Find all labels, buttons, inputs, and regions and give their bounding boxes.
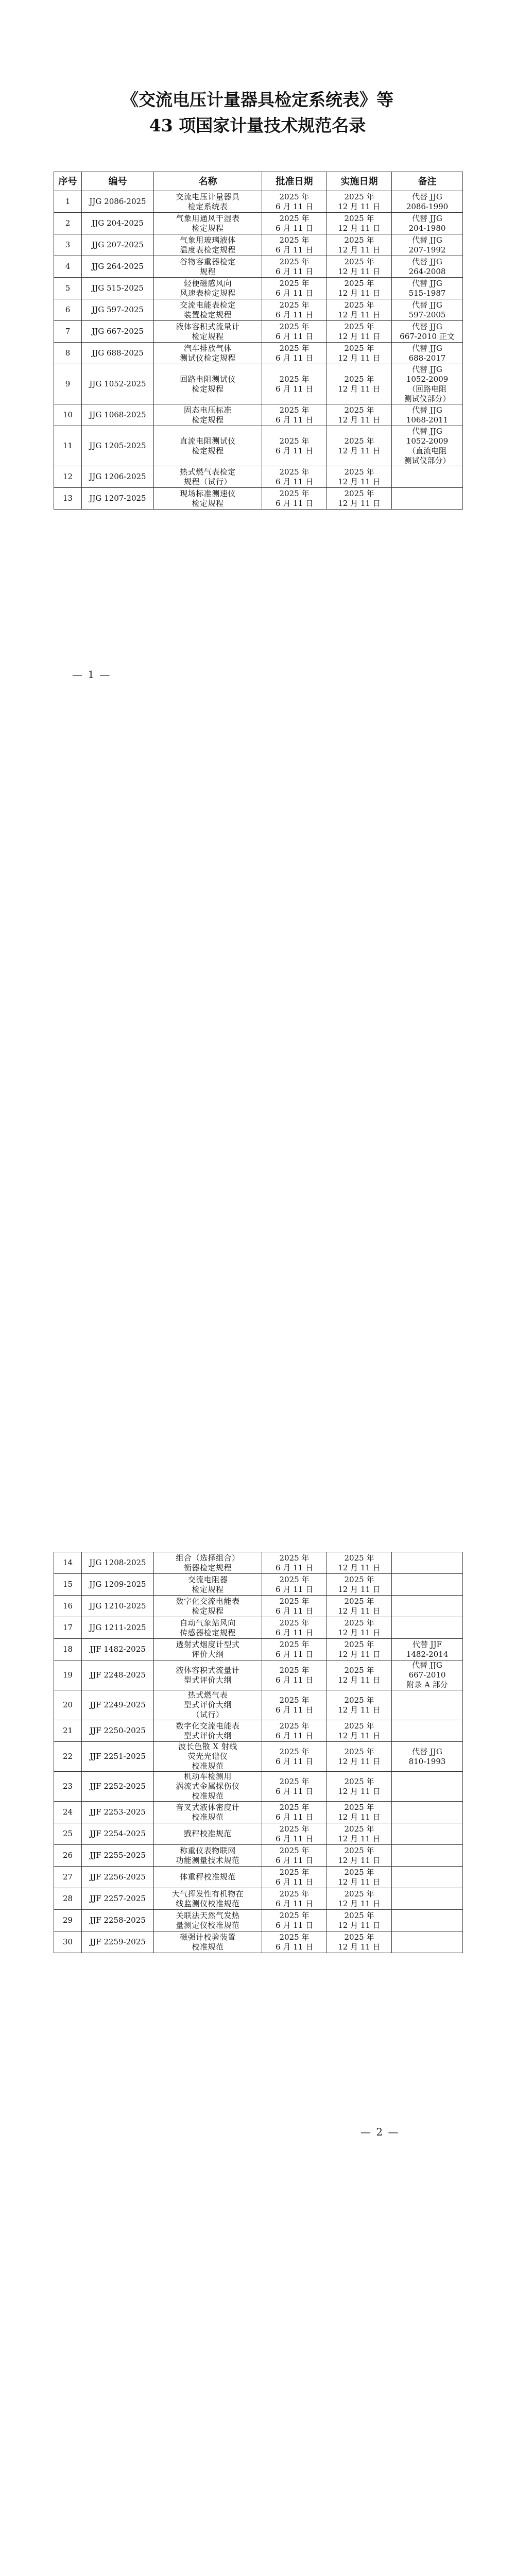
cell-name: 交流电阻器 检定规程 <box>154 1574 262 1596</box>
cell-approve-date: 2025 年 6 月 11 日 <box>262 278 327 299</box>
cell-code: JJG 1209-2025 <box>82 1574 154 1596</box>
cell-remark <box>392 466 463 488</box>
cell-code: JJG 264-2025 <box>82 256 154 278</box>
cell-name: 液体容积式流量计 型式评价大纲 <box>154 1660 262 1690</box>
cell-name: 现场标准测速仪 检定规程 <box>154 488 262 510</box>
cell-remark: 代替 JJG 688-2017 <box>392 343 463 364</box>
cell-code: JJF 2258-2025 <box>82 1910 154 1931</box>
cell-name: 磁强计校验装置 校准规范 <box>154 1931 262 1953</box>
cell-code: JJG 597-2025 <box>82 299 154 321</box>
cell-code: JJG 1207-2025 <box>82 488 154 510</box>
cell-effective-date: 2025 年 12 月 11 日 <box>327 213 392 234</box>
cell-seq: 3 <box>54 234 82 256</box>
cell-effective-date: 2025 年 12 月 11 日 <box>327 1552 392 1574</box>
cell-name: 机动车检测用 涡流式金属探伤仪 校准规范 <box>154 1772 262 1802</box>
cell-seq: 9 <box>54 364 82 404</box>
page-3 <box>0 1457 515 2185</box>
table-row <box>54 213 463 234</box>
cell-seq: 1 <box>54 191 82 213</box>
cell-approve-date: 2025 年 6 月 11 日 <box>262 299 327 321</box>
page-2 <box>0 728 515 2138</box>
page-1 <box>0 0 515 728</box>
cell-approve-date: 2025 年 6 月 11 日 <box>262 404 327 426</box>
cell-remark: 代替 JJG 264-2008 <box>392 256 463 278</box>
cell-code: JJG 1068-2025 <box>82 404 154 426</box>
cell-seq: 17 <box>54 1617 82 1639</box>
cell-approve-date: 2025 年 6 月 11 日 <box>262 1823 327 1845</box>
cell-name: 交流电压计量器具 检定系统表 <box>154 191 262 213</box>
header-seq: 序号 <box>54 172 82 191</box>
cell-code: JJG 1210-2025 <box>82 1596 154 1617</box>
cell-name: 轻便磁感风向 风速表检定规程 <box>154 278 262 299</box>
cell-approve-date: 2025 年 6 月 11 日 <box>262 1639 327 1660</box>
cell-effective-date: 2025 年 12 月 11 日 <box>327 1823 392 1845</box>
cell-name: 透射式烟度计型式 评价大纲 <box>154 1639 262 1660</box>
cell-approve-date: 2025 年 6 月 11 日 <box>262 1660 327 1690</box>
cell-effective-date: 2025 年 12 月 11 日 <box>327 1931 392 1953</box>
cell-code: JJG 1205-2025 <box>82 426 154 466</box>
cell-remark: 代替 JJG 515-1987 <box>392 278 463 299</box>
cell-approve-date: 2025 年 6 月 11 日 <box>262 321 327 343</box>
cell-seq: 24 <box>54 1802 82 1823</box>
cell-remark: 代替 JJG 207-1992 <box>392 234 463 256</box>
cell-approve-date: 2025 年 6 月 11 日 <box>262 1910 327 1931</box>
cell-effective-date: 2025 年 12 月 11 日 <box>327 426 392 466</box>
cell-name: 自动气象站风向 传感器检定规程 <box>154 1617 262 1639</box>
cell-name: 波长色散 X 射线 荧光光谱仪 校准规范 <box>154 1742 262 1772</box>
cell-approve-date: 2025 年 6 月 11 日 <box>262 343 327 364</box>
cell-seq: 29 <box>54 1910 82 1931</box>
cell-name: 热式燃气表检定 规程（试行） <box>154 466 262 488</box>
cell-name: 戥秤校准规范 <box>154 1823 262 1845</box>
cell-approve-date: 2025 年 6 月 11 日 <box>262 1888 327 1910</box>
cell-name: 谷物容重器检定 规程 <box>154 256 262 278</box>
cell-seq: 10 <box>54 404 82 426</box>
cell-code: JJF 2250-2025 <box>82 1720 154 1742</box>
cell-approve-date: 2025 年 6 月 11 日 <box>262 213 327 234</box>
cell-code: JJF 2259-2025 <box>82 1931 154 1953</box>
cell-code: JJG 1208-2025 <box>82 1552 154 1574</box>
cell-remark: 代替 JJG 597-2005 <box>392 299 463 321</box>
cell-name: 气象用玻璃液体 温度表检定规程 <box>154 234 262 256</box>
cell-code: JJF 2248-2025 <box>82 1660 154 1690</box>
table-row <box>54 404 463 426</box>
cell-effective-date: 2025 年 12 月 11 日 <box>327 191 392 213</box>
cell-remark <box>392 488 463 510</box>
cell-approve-date: 2025 年 6 月 11 日 <box>262 1617 327 1639</box>
cell-code: JJF 2254-2025 <box>82 1823 154 1845</box>
cell-name: 交流电能表检定 装置检定规程 <box>154 299 262 321</box>
cell-seq: 7 <box>54 321 82 343</box>
table-row <box>54 278 463 299</box>
cell-effective-date: 2025 年 12 月 11 日 <box>327 1720 392 1742</box>
cell-effective-date: 2025 年 12 月 11 日 <box>327 1742 392 1772</box>
cell-name: 关联法天然气发热 量测定仪校准规范 <box>154 1910 262 1931</box>
cell-seq: 18 <box>54 1639 82 1660</box>
cell-remark: 代替 JJG 1052-2009 （回路电阻 测试仪部分） <box>392 364 463 404</box>
cell-approve-date: 2025 年 6 月 11 日 <box>262 488 327 510</box>
page-number: — 2 — <box>360 2126 400 2138</box>
cell-name: 固态电压标准 检定规程 <box>154 404 262 426</box>
table-header-row <box>54 172 463 191</box>
cell-code: JJG 1206-2025 <box>82 466 154 488</box>
cell-approve-date: 2025 年 6 月 11 日 <box>262 1867 327 1888</box>
cell-code: JJG 1211-2025 <box>82 1617 154 1639</box>
cell-approve-date: 2025 年 6 月 11 日 <box>262 234 327 256</box>
cell-seq: 5 <box>54 278 82 299</box>
cell-code: JJG 207-2025 <box>82 234 154 256</box>
cell-approve-date: 2025 年 6 月 11 日 <box>262 1690 327 1720</box>
cell-code: JJF 2253-2025 <box>82 1802 154 1823</box>
cell-code: JJG 667-2025 <box>82 321 154 343</box>
cell-seq: 15 <box>54 1574 82 1596</box>
table-row <box>54 256 463 278</box>
cell-remark: 代替 JJG 667-2010 正文 <box>392 321 463 343</box>
cell-approve-date: 2025 年 6 月 11 日 <box>262 1845 327 1867</box>
cell-approve-date: 2025 年 6 月 11 日 <box>262 191 327 213</box>
cell-effective-date: 2025 年 12 月 11 日 <box>327 488 392 510</box>
table-row <box>54 191 463 213</box>
cell-effective-date: 2025 年 12 月 11 日 <box>327 343 392 364</box>
cell-approve-date: 2025 年 6 月 11 日 <box>262 1742 327 1772</box>
cell-seq: 8 <box>54 343 82 364</box>
cell-approve-date: 2025 年 6 月 11 日 <box>262 1720 327 1742</box>
cell-name: 数字化交流电能表 型式评价大纲 <box>154 1720 262 1742</box>
cell-effective-date: 2025 年 12 月 11 日 <box>327 1617 392 1639</box>
cell-remark: 代替 JJG 2086-1990 <box>392 191 463 213</box>
cell-name: 体重秤校准规范 <box>154 1867 262 1888</box>
cell-effective-date: 2025 年 12 月 11 日 <box>327 364 392 404</box>
cell-effective-date: 2025 年 12 月 11 日 <box>327 321 392 343</box>
cell-remark: 代替 JJF 1482-2014 <box>392 1639 463 1660</box>
cell-effective-date: 2025 年 12 月 11 日 <box>327 404 392 426</box>
cell-approve-date: 2025 年 6 月 11 日 <box>262 426 327 466</box>
header-effective-date: 实施日期 <box>327 172 392 191</box>
table-row <box>54 234 463 256</box>
cell-seq: 25 <box>54 1823 82 1845</box>
table-row <box>54 364 463 404</box>
cell-approve-date: 2025 年 6 月 11 日 <box>262 1596 327 1617</box>
cell-approve-date: 2025 年 6 月 11 日 <box>262 1772 327 1802</box>
cell-seq: 14 <box>54 1552 82 1574</box>
cell-name: 数字化交流电能表 检定规程 <box>154 1596 262 1617</box>
table-row <box>54 299 463 321</box>
cell-approve-date: 2025 年 6 月 11 日 <box>262 256 327 278</box>
header-approve-date: 批准日期 <box>262 172 327 191</box>
cell-effective-date: 2025 年 12 月 11 日 <box>327 278 392 299</box>
cell-effective-date: 2025 年 12 月 11 日 <box>327 1690 392 1720</box>
cell-seq: 13 <box>54 488 82 510</box>
cell-effective-date: 2025 年 12 月 11 日 <box>327 256 392 278</box>
cell-remark: 代替 JJG 667-2010 附录 A 部分 <box>392 1660 463 1690</box>
cell-seq: 4 <box>54 256 82 278</box>
cell-approve-date: 2025 年 6 月 11 日 <box>262 466 327 488</box>
cell-seq: 21 <box>54 1720 82 1742</box>
page-number: — 1 — <box>72 668 111 681</box>
cell-seq: 28 <box>54 1888 82 1910</box>
cell-code: JJF 2252-2025 <box>82 1772 154 1802</box>
cell-seq: 11 <box>54 426 82 466</box>
cell-effective-date: 2025 年 12 月 11 日 <box>327 1596 392 1617</box>
document-title-line-2: 43 项国家计量技术规范名录 <box>149 115 366 135</box>
cell-code: JJF 2251-2025 <box>82 1742 154 1772</box>
table-row <box>54 488 463 510</box>
cell-seq: 22 <box>54 1742 82 1772</box>
cell-approve-date: 2025 年 6 月 11 日 <box>262 1552 327 1574</box>
cell-seq: 2 <box>54 213 82 234</box>
cell-remark: 代替 JJG 204-1980 <box>392 213 463 234</box>
cell-seq: 30 <box>54 1931 82 1953</box>
cell-name: 直流电阻测试仪 检定规程 <box>154 426 262 466</box>
cell-name: 大气挥发性有机物在 线监测仪校准规范 <box>154 1888 262 1910</box>
table-row <box>54 426 463 466</box>
cell-effective-date: 2025 年 12 月 11 日 <box>327 1660 392 1690</box>
cell-name: 组合（选择组合） 衡器检定规程 <box>154 1552 262 1574</box>
cell-seq: 27 <box>54 1867 82 1888</box>
cell-name: 称重仪表物联网 功能测量技术规范 <box>154 1845 262 1867</box>
cell-code: JJG 204-2025 <box>82 213 154 234</box>
cell-code: JJG 2086-2025 <box>82 191 154 213</box>
cell-code: JJG 1052-2025 <box>82 364 154 404</box>
cell-seq: 16 <box>54 1596 82 1617</box>
header-code: 编号 <box>82 172 154 191</box>
cell-effective-date: 2025 年 12 月 11 日 <box>327 1639 392 1660</box>
cell-code: JJF 1482-2025 <box>82 1639 154 1660</box>
cell-remark: 代替 JJG 810-1993 <box>392 1742 463 1772</box>
cell-name: 回路电阻测试仪 检定规程 <box>154 364 262 404</box>
cell-code: JJG 515-2025 <box>82 278 154 299</box>
cell-effective-date: 2025 年 12 月 11 日 <box>327 1574 392 1596</box>
cell-seq: 23 <box>54 1772 82 1802</box>
header-remark: 备注 <box>392 172 463 191</box>
cell-code: JJF 2249-2025 <box>82 1690 154 1720</box>
cell-code: JJF 2257-2025 <box>82 1888 154 1910</box>
cell-approve-date: 2025 年 6 月 11 日 <box>262 1802 327 1823</box>
cell-name: 气象用通风干湿表 检定规程 <box>154 213 262 234</box>
cell-effective-date: 2025 年 12 月 11 日 <box>327 1888 392 1910</box>
cell-effective-date: 2025 年 12 月 11 日 <box>327 299 392 321</box>
cell-seq: 19 <box>54 1660 82 1690</box>
cell-approve-date: 2025 年 6 月 11 日 <box>262 1931 327 1953</box>
cell-remark: 代替 JJG 1068-2011 <box>392 404 463 426</box>
cell-name: 液体容积式流量计 检定规程 <box>154 321 262 343</box>
cell-code: JJF 2255-2025 <box>82 1845 154 1867</box>
cell-name: 热式燃气表 型式评价大纲 （试行） <box>154 1690 262 1720</box>
header-name: 名称 <box>154 172 262 191</box>
cell-effective-date: 2025 年 12 月 11 日 <box>327 1772 392 1802</box>
table-row <box>54 343 463 364</box>
cell-seq: 20 <box>54 1690 82 1720</box>
cell-effective-date: 2025 年 12 月 11 日 <box>327 1845 392 1867</box>
cell-approve-date: 2025 年 6 月 11 日 <box>262 364 327 404</box>
cell-code: JJG 688-2025 <box>82 343 154 364</box>
cell-effective-date: 2025 年 12 月 11 日 <box>327 466 392 488</box>
document-title-line-1: 《交流电压计量器具检定系统表》等 <box>122 90 393 110</box>
cell-name: 音叉式液体密度计 校准规范 <box>154 1802 262 1823</box>
cell-effective-date: 2025 年 12 月 11 日 <box>327 1802 392 1823</box>
regulation-table-page-1 <box>54 172 463 510</box>
cell-effective-date: 2025 年 12 月 11 日 <box>327 1867 392 1888</box>
cell-name: 汽车排放气体 测试仪检定规程 <box>154 343 262 364</box>
table-row <box>54 321 463 343</box>
table-body-page-1 <box>54 191 463 510</box>
cell-remark: 代替 JJG 1052-2009 （直流电阻 测试仪部分） <box>392 426 463 466</box>
table-row <box>54 466 463 488</box>
cell-seq: 12 <box>54 466 82 488</box>
cell-effective-date: 2025 年 12 月 11 日 <box>327 1910 392 1931</box>
cell-code: JJF 2256-2025 <box>82 1867 154 1888</box>
cell-seq: 6 <box>54 299 82 321</box>
cell-seq: 26 <box>54 1845 82 1867</box>
cell-effective-date: 2025 年 12 月 11 日 <box>327 234 392 256</box>
cell-approve-date: 2025 年 6 月 11 日 <box>262 1574 327 1596</box>
